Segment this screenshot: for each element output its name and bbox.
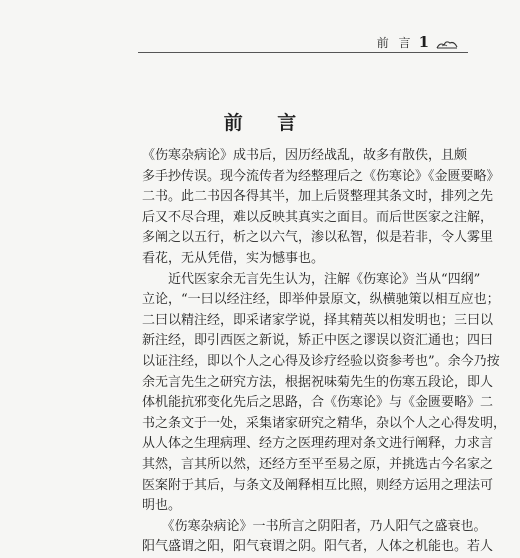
running-head [377,34,458,50]
header-rule [138,52,468,53]
text-line: 余无言先生之研究方法，根据祝味菊先生的伤寒五段论，即人 [142,374,494,390]
text-line: 从人体之生理病理、经方之医理药理对条文进行阐释，力求言 [142,436,494,452]
body-text [142,146,507,558]
wave-cloud-icon [436,38,458,50]
text-line: 以证注经，即以个人之心得及诊疗经验以资参考也”。余今乃按 [142,353,500,369]
text-line: 二曰以精注经，即采诸家学说，择其精英以相发明也；三曰以 [142,312,494,328]
text-line: 多手抄传误。现今流传者为经整理后之《伤寒论》《金匮要略》 [142,168,500,184]
text-line: 近代医家余无言先生认为，注解《伤寒论》当从“四纲” [142,271,481,287]
text-line: 明也。 [142,498,182,514]
text-line: 阳气盛谓之阳，阳气衰谓之阴。阳气者，人体之机能也。若人 [142,539,494,555]
text-line: 体机能抗邪变化先后之思路，合《伤寒论》与《金匮要略》二 [142,395,494,411]
running-head-title: 前 言 [376,36,414,50]
text-line: 立论，“一曰以经注经，即举仲景原文，纵横驰策以相互应也； [142,292,500,308]
chapter-title: 前 言 [223,111,311,134]
page-number: 1 [418,33,429,51]
text-line: 二书。此二书因各得其半，加上后贤整理其条文时，排列之先 [142,189,494,205]
text-line: 《伤寒杂病论》成书后，因历经战乱，故多有散佚，且颇 [142,148,468,163]
text-line: 新注经，即引西医之新说，矫正中医之谬误以资汇通也；四曰 [142,333,494,349]
text-line: 看花，无从凭借，实为憾事也。 [142,250,325,266]
text-line: 多阐之以五行，析之以六气，渗以私智，似是若非，令人雾里 [142,230,494,246]
text-line: 《伤寒杂病论》一书所言之阴阳者，乃人阳气之盛衰也。 [142,518,487,534]
text-line: 其然，言其所以然，还经方至平至易之原，并挑选古今名家之 [142,456,494,472]
text-line: 书之条文于一处，采集诸家研究之精华，杂以个人之心得发明， [142,415,507,431]
text-line: 后又不尽合理，难以反映其真实之面目。而后世医家之注解， [142,209,494,225]
text-line: 医案附于其后，与条文及阐释相互比照，则经方运用之理法可 [142,477,494,493]
